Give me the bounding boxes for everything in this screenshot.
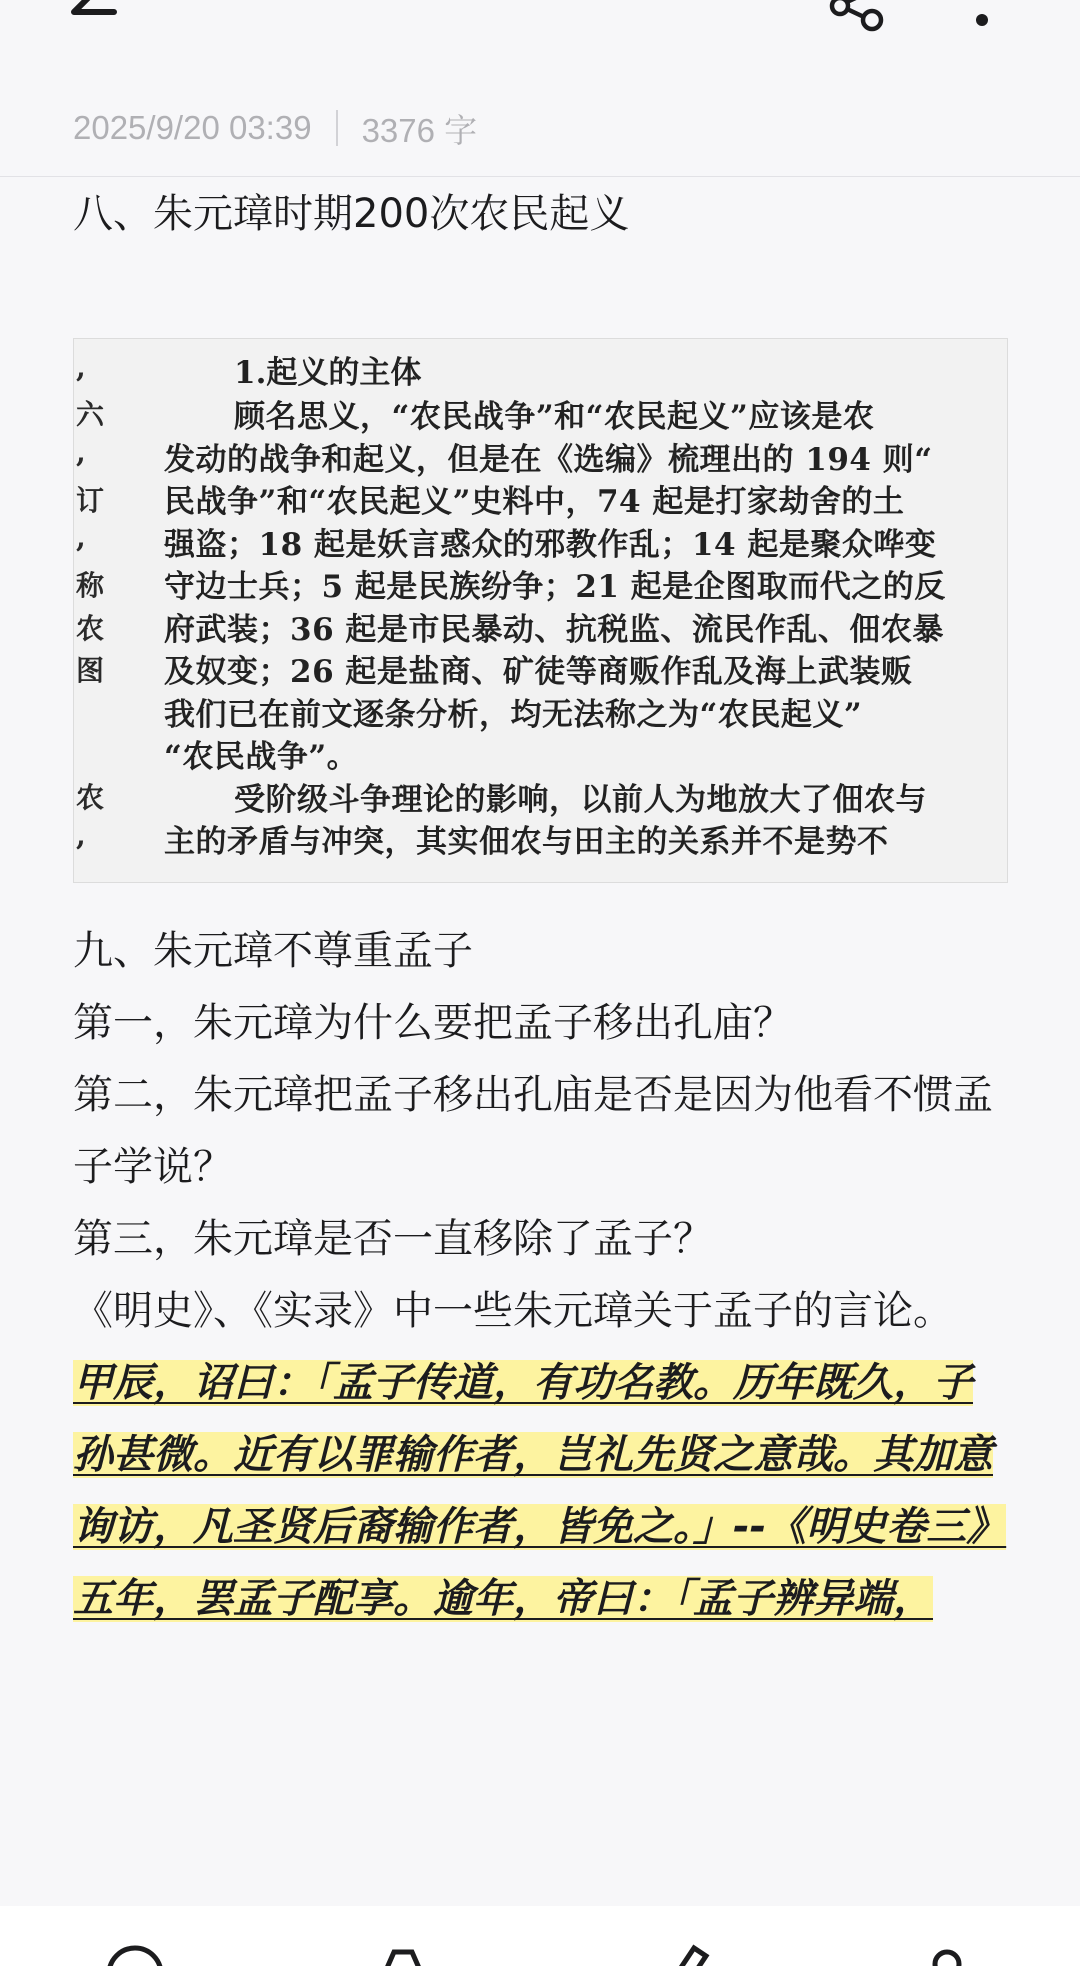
figure-line: 顾名思义，“农民战争”和“农民起义”应该是农	[234, 399, 875, 435]
quote-intro: 《明史》、《实录》中一些朱元璋关于孟子的言论。	[73, 1288, 953, 1334]
back-button[interactable]	[60, 0, 130, 40]
highlighted-quote-2	[73, 1563, 1008, 1635]
nav-bell[interactable]	[368, 1944, 438, 1966]
figure-line: 发动的战争和起义，但是在《选编》梳理出的 194 则“	[164, 441, 933, 478]
question-3: 第三，朱元璋是否一直移除了孟子？	[73, 1216, 713, 1262]
article-meta	[73, 106, 477, 150]
article-body	[73, 176, 1008, 1635]
figure-line: 民战争”和“农民起义”史料中，74 起是打家劫舍的土	[164, 484, 905, 520]
figure-title: 1.起义的主体	[234, 355, 422, 391]
figure-margin-chars	[74, 339, 105, 882]
figure-margin-char: 图	[76, 654, 105, 687]
figure-margin-char: ,	[76, 351, 86, 384]
bottom-nav-bar	[0, 1906, 1080, 1966]
figure-line: 强盗；18 起是妖言惑众的邪教作乱；14 起是聚众哗变	[164, 526, 937, 563]
top-bar	[0, 0, 1080, 80]
figure-line: 受阶级斗争理论的影响，以前人为地放大了佃农与	[234, 781, 927, 818]
figure-line: 及奴变；26 起是盐商、矿徒等商贩作乱及海上武装贩	[164, 654, 913, 690]
figure-margin-char: 农	[76, 612, 105, 645]
nav-home[interactable]	[100, 1944, 170, 1966]
figure-line: 主的矛盾与冲突，其实佃农与田主的关系并不是势不	[164, 824, 889, 860]
nav-edit[interactable]	[648, 1944, 718, 1966]
figure-margin-char: ,	[76, 819, 86, 852]
question-2: 第二，朱元璋把孟子移出孔庙是否是因为他看不惯孟子学说？	[73, 1072, 993, 1190]
figure-margin-char: 六	[76, 398, 105, 431]
section-9-title: 九、朱元璋不尊重孟子	[73, 928, 473, 974]
share-icon	[824, 0, 888, 36]
figure-margin-char: 订	[76, 484, 105, 517]
figure-line: “农民战争”。	[164, 739, 359, 775]
figure-margin-char: 农	[76, 781, 105, 814]
edit-icon	[648, 1944, 718, 1966]
figure-line: 我们已在前文逐条分析，均无法称之为“农民起义”	[164, 696, 863, 733]
more-vertical-icon	[954, 0, 1014, 36]
highlight-text-1: 甲辰，诏曰：「孟子传道，有功名教。历年既久，子孙甚微。近有以罪输作者，岂礼先贤之意哉。其加意询访，凡圣贤后裔输作者，皆免之。」--《明史卷三》	[73, 1360, 1007, 1550]
bell-icon	[368, 1944, 438, 1966]
home-icon	[100, 1944, 170, 1966]
figure-margin-char: 称	[76, 569, 105, 602]
share-button[interactable]	[824, 0, 888, 36]
figure-margin-char: ,	[76, 521, 86, 554]
figure-margin-char: ,	[76, 436, 86, 469]
highlight-text-2: 五年，罢孟子配享。逾年，帝曰：「孟子辨异端，	[73, 1576, 933, 1622]
word-count: 3376 字	[361, 111, 478, 149]
highlighted-quote-1	[73, 1347, 1008, 1563]
nav-profile[interactable]	[912, 1944, 982, 1966]
more-button[interactable]	[954, 0, 1014, 36]
publish-date: 2025/9/20 03:39	[73, 109, 312, 146]
figure-line: 府武装；36 起是市民暴动、抗税监、流民作乱、佃农暴	[164, 611, 944, 648]
profile-icon	[912, 1944, 982, 1966]
arrow-left-icon	[60, 0, 130, 40]
meta-separator	[336, 110, 338, 146]
figure-line: 守边士兵；5 起是民族纷争；21 起是企图取而代之的反	[164, 569, 946, 605]
scanned-book-image[interactable]	[73, 338, 1008, 883]
question-1: 第一，朱元璋为什么要把孟子移出孔庙？	[73, 1000, 793, 1046]
section-8-title: 八、朱元璋时期200次农民起义	[73, 191, 630, 237]
